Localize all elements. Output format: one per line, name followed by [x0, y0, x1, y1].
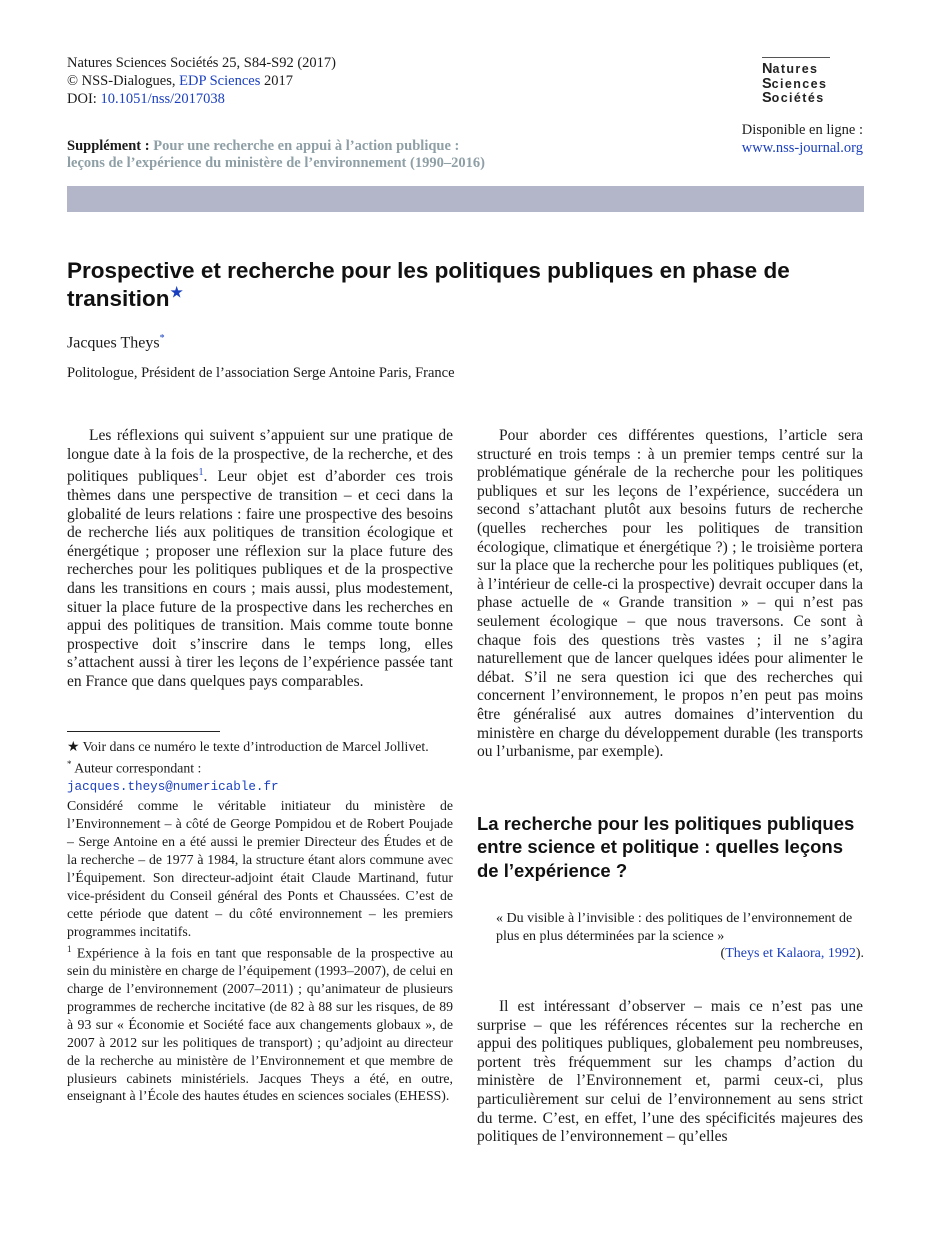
section-paragraph: Il est intéressant d’observer – mais ce n’est pas une surprise – que les références récentes sur la recherche en appui des politiques publiques, globalement peu nombreuses, portent très fréquemment sur les champs d’action du ministère de l’Environnement et, parmi ceux-ci, plus particulièrement sur celui de l’environnement au sens strict du terme. C’est, en effet, l’une des spécificités majeures des politiques de l’environnement – qu’elles — [477, 998, 863, 1146]
title-footnote-marker[interactable]: ★ — [169, 284, 184, 302]
footnote-star-marker: ★ — [67, 739, 80, 754]
author-affiliation: Politologue, Président de l’association Serge Antoine Paris, France — [67, 365, 455, 381]
epigraph-citation — [496, 945, 864, 963]
online-availability — [742, 121, 863, 157]
doi-line — [67, 90, 336, 108]
citation-line: Natures Sciences Sociétés 25, S84-S92 (2017) — [67, 55, 337, 71]
footnote-bio: Considéré comme le véritable initiateur du ministère de l’Environnement – à côté de George Pompidou et de Robert Poujade – Serge Antoine en a été aussi le premier Directeur des Études et de la recherche – de 1977 à 1984, la structure étant alors commune avec l’Équipement. Son directeur-adjoint était Claude Martinand, futur vice-président du Conseil général des Ponts et Chaussées. C’est de cette période que datent – du côté environnement – les premiers programmes incitatifs. — [67, 798, 453, 939]
footnote-star — [67, 738, 453, 756]
publisher-link[interactable]: EDP Sciences — [179, 73, 261, 89]
intro-text-part-1: Les réflexions qui suivent s’appuient sur une pratique de longue date à la fois de la prospective, de la recherche, et des politiques publiques — [67, 427, 453, 486]
supplement-title-line-1[interactable]: Pour une recherche en appui à l’action publique : — [153, 138, 460, 154]
doi-label: DOI: — [67, 91, 101, 107]
right-column-body-continued — [477, 998, 863, 1147]
author-line — [67, 333, 165, 352]
left-column-body — [67, 427, 453, 691]
logo-rule — [762, 57, 830, 58]
journal-logo — [762, 57, 832, 106]
footnote-star-text: Voir dans ce numéro le texte d’introduction de Marcel Jollivet. — [79, 739, 429, 754]
journal-website-link[interactable]: www.nss-journal.org — [741, 140, 863, 156]
logo-line-3: Sociétés — [762, 90, 825, 106]
footnote-1 — [67, 941, 453, 1106]
citation-close: ). — [855, 946, 864, 961]
footnote-corresponding — [67, 756, 453, 778]
epigraph — [496, 910, 864, 963]
header-divider-bar — [67, 186, 864, 212]
footnotes — [67, 738, 453, 1105]
section-heading: La recherche pour les politiques publiques entre science et politique : quelles leçons de l’expérience ? — [477, 813, 855, 881]
article-title — [67, 257, 857, 313]
copyright-line — [67, 72, 336, 90]
right-column-body — [477, 427, 863, 762]
footnote-1-marker: 1 — [67, 943, 72, 954]
footnote-separator — [67, 731, 220, 732]
corresponding-label: Auteur correspondant : — [71, 760, 202, 776]
intro-paragraph — [67, 427, 453, 691]
logo-line-2: Sciences — [762, 75, 828, 92]
journal-citation-block — [67, 54, 336, 108]
structure-paragraph: Pour aborder ces différentes questions, l’article sera structuré en trois temps : à un premier temps centré sur la problématique générale de la recherche pour les politiques publiques et sur les leçons de l’expérience, succédera un second s’attachant plutôt aux besoins futurs de recherche (quelles recherches pour les politiques de transition écologique, climatique et énergétique ?) ; le troisième portera sur la place que la recherche pour les politiques publiques (et, à l’intérieur de celle-ci la prospective) devrait occuper dans la phase actuelle de « Grande transition » – qui n’est pas seulement écologique – que nous traversons. Ce sont à chaque fois des questions très vastes ; il ne s’agira naturellement que de lancer quelques idées pour alimenter le débat. S’il ne sera question ici que des recherches qui concernent l’environnement, le propos n’en peut pas moins être généralisé aux autres domaines d’intervention du ministère en charge du développement durable (les transports ou l’urbanisme, par exemple). — [477, 427, 863, 761]
copyright-prefix: © NSS-Dialogues, — [67, 73, 180, 89]
footnote-1-text: Expérience à la fois en tant que responsable de la prospective au sein du ministère en charge de l’équipement (1993–2007), de celui en charge de l’environnement (2007–2011) ; qu’animateur de plusieurs programmes de recherche incitative (de 82 à 88 sur les risques, de 89 à 93 sur « Économie et Société face aux changements globaux », de 2007 à 2012 sur les politiques de transport) ; qu’adjoint au directeur de la recherche au ministère de l’Environnement et que membre de plusieurs cabinets ministériels. Jacques Theys a été, en outre, enseignant à l’École des hautes études en sciences sociales (EHESS). — [67, 945, 453, 1104]
logo-line-1: Natures — [762, 61, 819, 77]
online-label: Disponible en ligne : — [741, 122, 863, 138]
article-title-text: Prospective et recherche pour les politiques publiques en phase de transition — [67, 258, 790, 311]
supplement-title-line-2[interactable]: leçons de l’expérience du ministère de l’environnement (1990–2016) — [67, 155, 485, 171]
footnote-ref-1[interactable]: 1 — [198, 467, 204, 479]
epigraph-reference-link[interactable]: Theys et Kalaora, 1992 — [725, 946, 856, 961]
intro-text-part-2: . Leur objet est d’aborder ces trois thèmes dans une perspective de transition – et ceci dans la globalité de leurs relations : faire une prospective des besoins de recherche liés aux politiques de transition écologique et énergétique ; proposer une réflexion sur la place future des recherches pour les politiques publiques et de la prospective dans les transitions en cours ; mais aussi, plus modestement, situer la place future de la prospective dans les recherches en appui des politiques de transition. Mais comme toute bonne prospective doit s’inscrire dans le temps long, elles s’attachent aussi à tirer les leçons de l’expérience passée tant en France que dans quelques pays comparables. — [67, 468, 454, 690]
author-name: Jacques Theys — [67, 334, 160, 352]
supplement-label: Supplément : — [67, 138, 154, 154]
author-email-link[interactable]: jacques.theys@numericable.fr — [67, 780, 279, 795]
supplement-info — [67, 138, 485, 172]
citation-open: ( — [720, 946, 726, 961]
corresponding-marker: * — [67, 758, 72, 769]
copyright-year: 2017 — [260, 73, 293, 89]
epigraph-quote: « Du visible à l’invisible : des politiques de l’environnement de plus en plus déterminées par la science » — [496, 911, 853, 944]
author-footnote-marker[interactable]: * — [159, 333, 165, 344]
doi-link[interactable]: 10.1051/nss/2017038 — [100, 91, 225, 107]
